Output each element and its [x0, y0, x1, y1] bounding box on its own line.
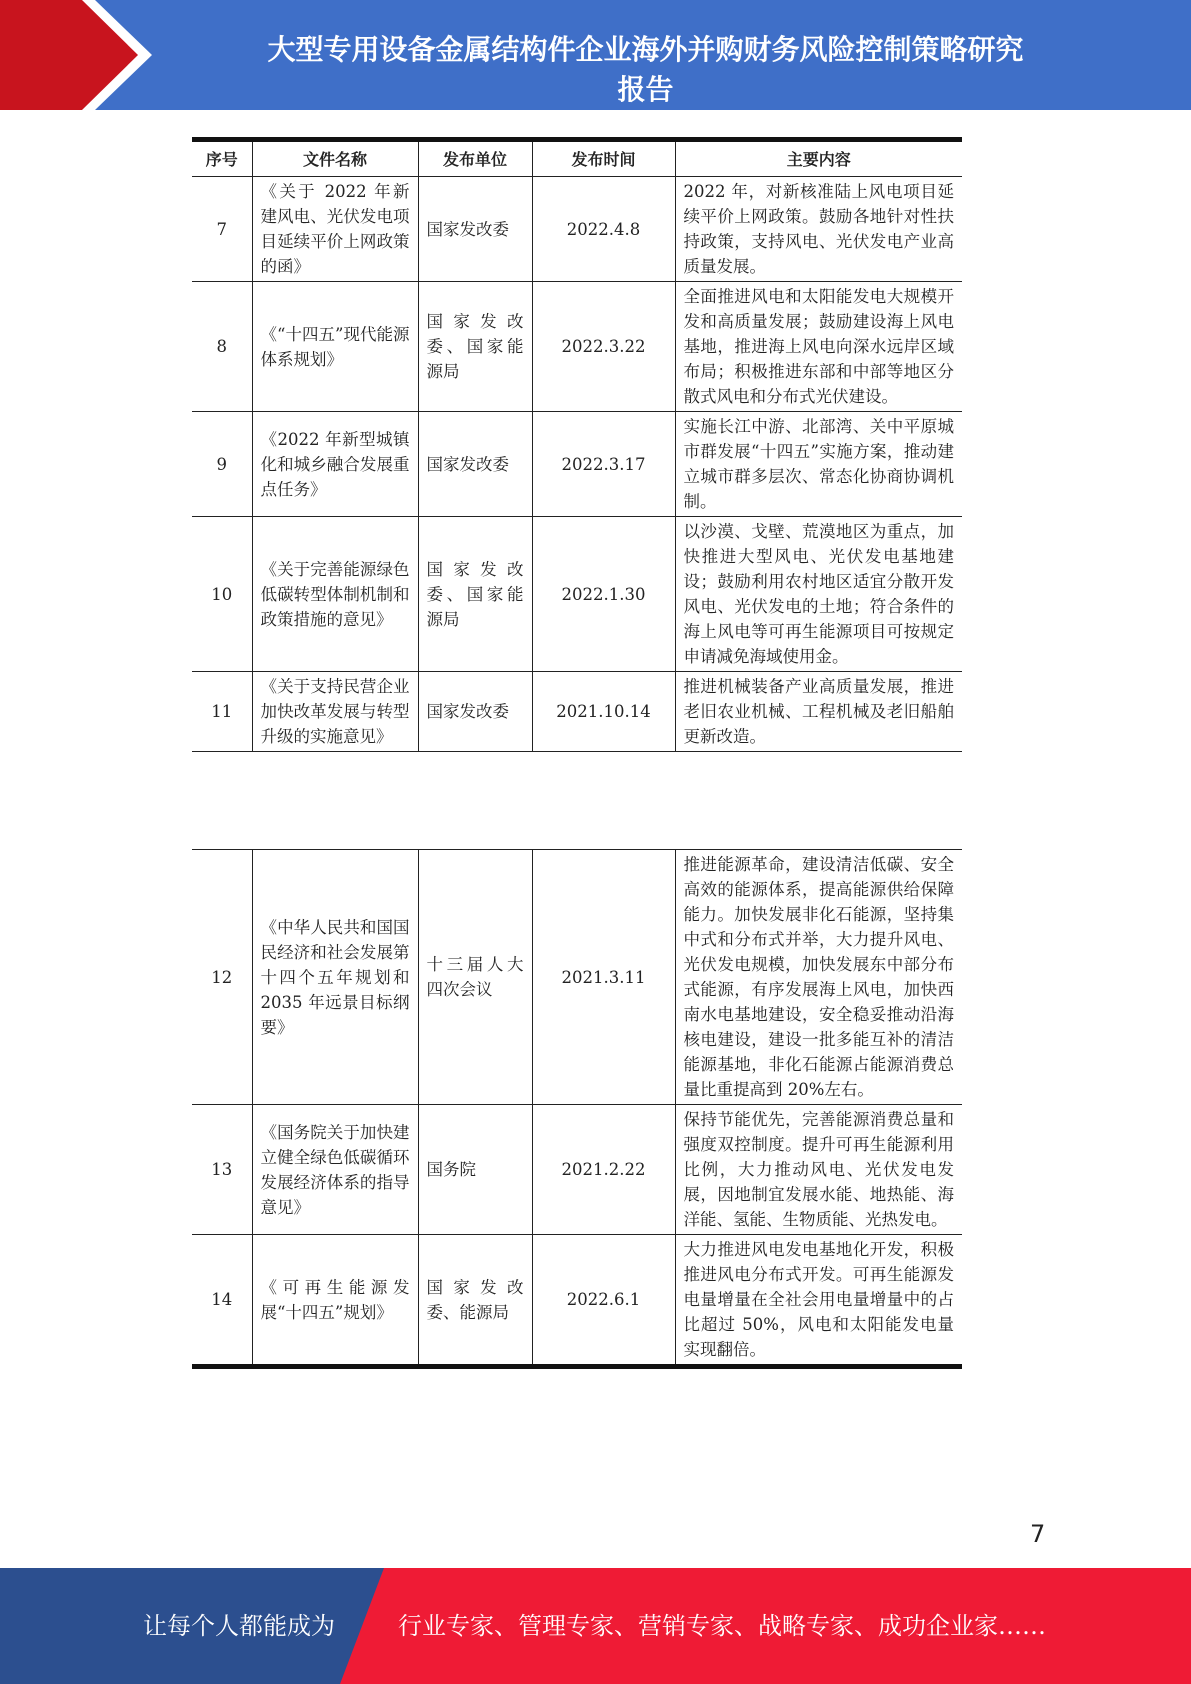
page-footer [0, 1568, 1191, 1684]
row-content: 实施长江中游、北部湾、关中平原城市群发展“十四五”实施方案，推动建立城市群多层次、常态化协商协调机制。 [683, 417, 954, 511]
row-publisher: 国家发改委、国家能源局 [418, 282, 532, 412]
row-doc-name: 《关于支持民营企业加快改革发展与转型升级的实施意见》 [252, 672, 418, 752]
row-doc-name: 《2022 年新型城镇化和城乡融合发展重点任务》 [252, 412, 418, 517]
row-doc-name: 《国务院关于加快建立健全绿色低碳循环发展经济体系的指导意见》 [252, 1105, 418, 1235]
table-row [192, 177, 962, 282]
row-no: 10 [192, 517, 252, 672]
row-publisher: 十三届人大四次会议 [418, 850, 532, 1105]
row-date: 2021.10.14 [532, 672, 675, 752]
col-header-date: 发布时间 [532, 140, 675, 177]
row-content: 保持节能优先，完善能源消费总量和强度双控制度。提升可再生能源利用比例，大力推动风电、光伏发电发展，因地制宜发展水能、地热能、海洋能、氢能、生物质能、光热发电。 [683, 1110, 954, 1229]
row-content: 推进能源革命，建设清洁低碳、安全高效的能源体系，提高能源供给保障能力。加快发展非化石能源，坚持集中式和分布式并举，大力提升风电、光伏发电规模，加快发展东中部分布式能源，有序发展海上风电，加快西南水电基地建设，安全稳妥推动沿海核电建设，建设一批多能互补的清洁能源基地，非化石能源占能源消费总量比重提高到 20%左右。 [683, 855, 954, 1099]
row-publisher: 国家发改委、国家能源局 [418, 517, 532, 672]
row-content: 2022 年，对新核准陆上风电项目延续平价上网政策。鼓励各地针对性扶持政策，支持风电、光伏发电产业高质量发展。 [683, 182, 954, 276]
page-header [0, 0, 1191, 110]
table-row [192, 1105, 962, 1235]
row-content: 以沙漠、戈壁、荒漠地区为重点，加快推进大型风电、光伏发电基地建设；鼓励利用农村地区适宜分散开发风电、光伏发电的土地；符合条件的海上风电等可再生能源项目可按规定申请减免海域使用金。 [683, 522, 954, 666]
row-no: 13 [192, 1105, 252, 1235]
row-publisher: 国家发改委 [418, 412, 532, 517]
row-date: 2022.6.1 [532, 1235, 675, 1367]
report-title [110, 30, 1181, 110]
row-date: 2022.1.30 [532, 517, 675, 672]
row-content: 大力推进风电发电基地化开发，积极推进风电分布式开发。可再生能源发电量增量在全社会用电量增量中的占比超过 50%，风电和太阳能发电量实现翻倍。 [683, 1240, 954, 1359]
row-publisher: 国家发改委 [418, 672, 532, 752]
col-header-no: 序号 [192, 140, 252, 177]
row-date: 2022.4.8 [532, 177, 675, 282]
footer-slogan-left: 让每个人都能成为 [143, 1612, 335, 1640]
col-header-name: 文件名称 [252, 140, 418, 177]
row-no: 8 [192, 282, 252, 412]
row-no: 14 [192, 1235, 252, 1367]
table-row [192, 850, 962, 1105]
row-no: 11 [192, 672, 252, 752]
report-title-line2: 报告 [617, 73, 674, 106]
row-doc-name: 《可再生能源发展“十四五”规划》 [252, 1235, 418, 1367]
row-no: 12 [192, 850, 252, 1105]
row-content: 全面推进风电和太阳能发电大规模开发和高质量发展；鼓励建设海上风电基地，推进海上风电向深水远岸区域布局；积极推进东部和中部等地区分散式风电和分布式光伏建设。 [683, 287, 954, 406]
row-no: 7 [192, 177, 252, 282]
row-publisher: 国家发改委 [418, 177, 532, 282]
row-date: 2021.2.22 [532, 1105, 675, 1235]
footer-slogan-right: 行业专家、管理专家、营销专家、战略专家、成功企业家…… [398, 1612, 1046, 1640]
row-doc-name: 《“十四五”现代能源体系规划》 [252, 282, 418, 412]
row-content: 推进机械装备产业高质量发展，推进老旧农业机械、工程机械及老旧船舶更新改造。 [683, 677, 954, 746]
row-doc-name: 《关于完善能源绿色低碳转型体制机制和政策措施的意见》 [252, 517, 418, 672]
policy-table-continued [192, 849, 962, 1369]
col-header-content: 主要内容 [786, 149, 851, 169]
row-date: 2022.3.22 [532, 282, 675, 412]
row-doc-name: 《关于 2022 年新建风电、光伏发电项目延续平价上网政策的函》 [252, 177, 418, 282]
table-row [192, 412, 962, 517]
page-number: 7 [1030, 1520, 1046, 1548]
table-row [192, 282, 962, 412]
row-doc-name: 《中华人民共和国国民经济和社会发展第十四个五年规划和 2035 年远景目标纲要》 [252, 850, 418, 1105]
row-date: 2021.3.11 [532, 850, 675, 1105]
table-row [192, 517, 962, 672]
row-no: 9 [192, 412, 252, 517]
policy-table [192, 137, 962, 752]
row-publisher: 国家发改委、能源局 [418, 1235, 532, 1367]
table-row [192, 672, 962, 752]
table-header-row [192, 140, 962, 177]
row-date: 2022.3.17 [532, 412, 675, 517]
table-row [192, 1235, 962, 1367]
report-title-line1: 大型专用设备金属结构件企业海外并购财务风险控制策略研究 [267, 33, 1024, 66]
col-header-unit: 发布单位 [418, 140, 532, 177]
row-publisher: 国务院 [418, 1105, 532, 1235]
